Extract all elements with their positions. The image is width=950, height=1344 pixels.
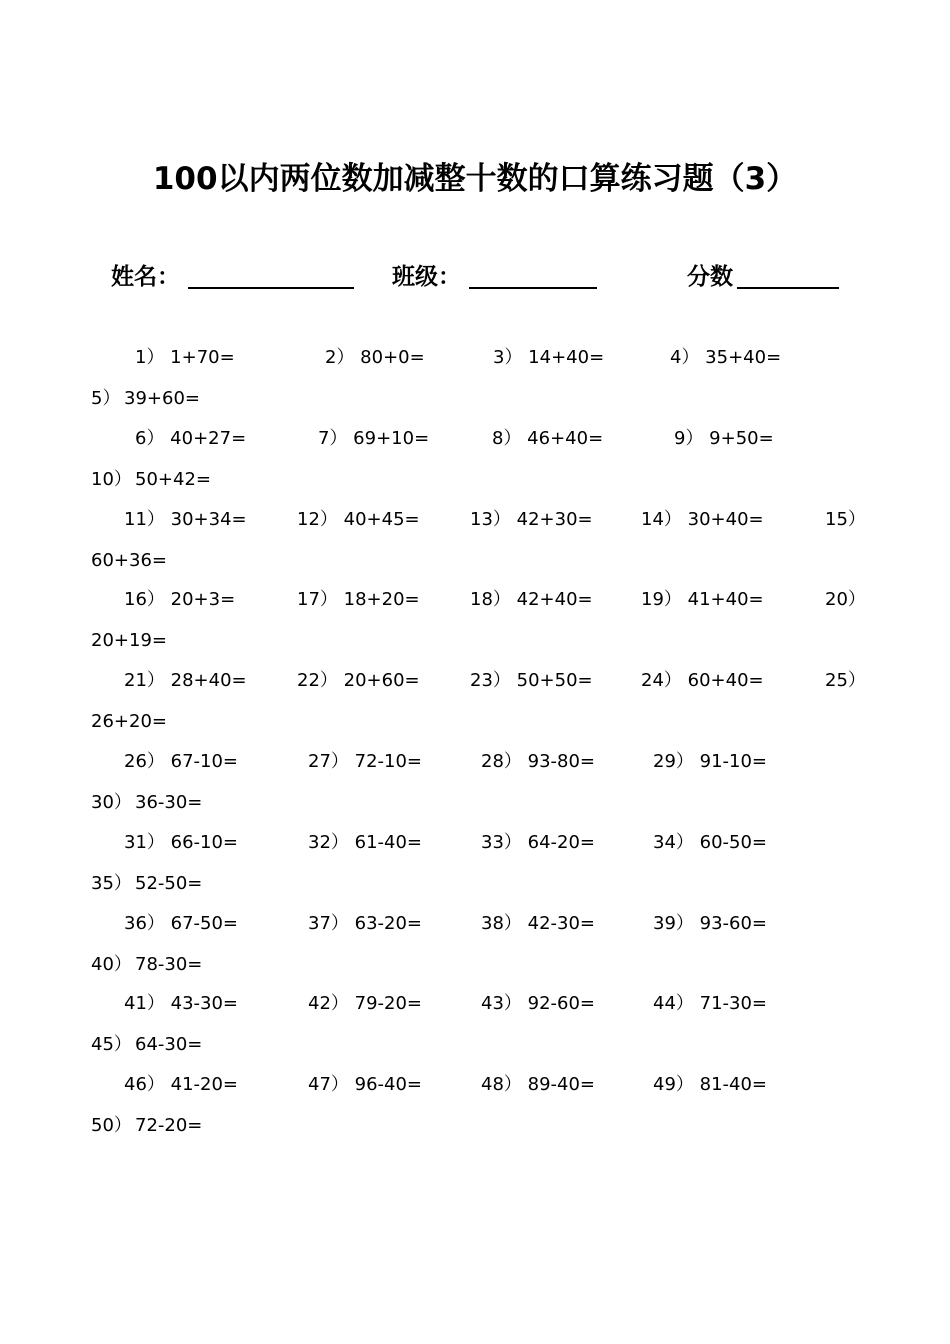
problem-number: 19） xyxy=(641,589,682,611)
problem-number: 9） xyxy=(674,427,704,449)
problem-expression: 50+42= xyxy=(135,468,211,490)
problem-item xyxy=(481,831,595,855)
problem-number: 15） xyxy=(825,508,866,530)
problem-number: 47） xyxy=(308,1074,349,1096)
problem-expression: 42+40= xyxy=(510,589,593,611)
name-label: 姓名： xyxy=(111,264,180,290)
problem-number: 17） xyxy=(297,589,338,611)
problem-expression: 61-40= xyxy=(348,831,423,853)
problem-number: 30） xyxy=(91,792,132,813)
problem-expression: 78-30= xyxy=(135,953,203,975)
problem-number: 8） xyxy=(492,427,522,449)
problem-item xyxy=(481,1073,595,1097)
problem-expression: 35+40= xyxy=(699,347,782,368)
problem-number: 32） xyxy=(308,831,349,853)
problem-expression: 60-50= xyxy=(693,831,768,853)
problem-expression: 30+34= xyxy=(164,508,247,530)
problem-item xyxy=(481,992,595,1016)
problem-item xyxy=(653,992,767,1016)
problem-number: 35） xyxy=(91,872,132,894)
problem-number: 44） xyxy=(653,993,694,1015)
problem-item xyxy=(470,508,593,532)
name-blank[interactable] xyxy=(188,287,354,289)
problem-item xyxy=(135,346,235,370)
problem-expression: 71-30= xyxy=(693,993,768,1015)
problem-item xyxy=(308,831,422,855)
problem-number: 12） xyxy=(297,508,338,530)
problem-number: 20） xyxy=(825,589,866,611)
problem-number: 21） xyxy=(124,670,165,692)
problem-item xyxy=(297,669,420,693)
problem-expression: 18+20= xyxy=(337,589,420,611)
problem-expression: 69+10= xyxy=(347,427,430,449)
problem-number: 34） xyxy=(653,831,694,853)
problem-item xyxy=(470,669,593,693)
problem-expression: 92-60= xyxy=(521,993,596,1015)
problem-expression: 89-40= xyxy=(521,1074,596,1096)
problem-item xyxy=(674,427,774,451)
problem-number: 39） xyxy=(653,912,694,934)
problem-expression: 93-60= xyxy=(693,912,768,934)
problem-number: 38） xyxy=(481,912,522,934)
problem-expression: 72-10= xyxy=(348,751,423,772)
problem-number: 41） xyxy=(124,993,165,1015)
problem-number: 29） xyxy=(653,751,694,772)
problem-item xyxy=(325,346,425,370)
problem-number: 33） xyxy=(481,831,522,853)
problem-expression: 30+40= xyxy=(681,508,764,530)
problem-item xyxy=(308,912,422,936)
problem-expression: 91-10= xyxy=(693,751,768,772)
problem-number: 28） xyxy=(481,751,522,772)
problem-expression: 39+60= xyxy=(124,388,200,409)
problem-expression: 60+40= xyxy=(681,670,764,692)
problem-item xyxy=(124,831,238,855)
problem-expression: 67-10= xyxy=(164,751,239,772)
problem-expression: 41+40= xyxy=(681,589,764,611)
class-blank[interactable] xyxy=(469,287,597,289)
problem-item xyxy=(297,508,420,532)
page-title: 100以内两位数加减整十数的口算练习题（3） xyxy=(152,161,798,197)
problem-expression: 67-50= xyxy=(164,912,239,934)
problem-expression: 50+50= xyxy=(510,670,593,692)
problem-expression: 1+70= xyxy=(164,347,235,368)
problem-expression: 20+60= xyxy=(337,670,420,692)
problem-expression: 36-30= xyxy=(135,792,203,813)
problem-item xyxy=(493,346,604,370)
problem-item xyxy=(653,1073,767,1097)
problem-number: 49） xyxy=(653,1074,694,1096)
problem-expression: 9+50= xyxy=(703,427,774,449)
problem-number: 22） xyxy=(297,670,338,692)
problem-number: 7） xyxy=(318,427,348,449)
problem-number: 43） xyxy=(481,993,522,1015)
problem-expression: 14+40= xyxy=(522,347,605,368)
problem-number: 1） xyxy=(135,347,165,368)
problem-expression: 52-50= xyxy=(135,872,203,894)
problem-expression: 46+40= xyxy=(521,427,604,449)
problem-item xyxy=(124,992,238,1016)
problem-expression: 72-20= xyxy=(135,1115,203,1137)
problem-expression: 20+3= xyxy=(164,589,236,611)
problem-number: 48） xyxy=(481,1074,522,1096)
problem-number: 36） xyxy=(124,912,165,934)
problem-expression: 42-30= xyxy=(521,912,596,934)
problem-number: 25） xyxy=(825,670,866,692)
problem-expression: 81-40= xyxy=(693,1074,768,1096)
problem-item xyxy=(124,508,247,532)
problem-item xyxy=(308,1073,422,1097)
problem-item xyxy=(653,912,767,936)
problem-number: 24） xyxy=(641,670,682,692)
problem-item xyxy=(124,588,235,612)
problem-number: 42） xyxy=(308,993,349,1015)
problem-expression: 93-80= xyxy=(521,751,596,772)
problem-item xyxy=(641,588,764,612)
problem-item xyxy=(297,588,420,612)
problem-number: 6） xyxy=(135,427,165,449)
problem-expression: 64-20= xyxy=(521,831,596,853)
problem-expression: 96-40= xyxy=(348,1074,423,1096)
problem-expression: 20+19= xyxy=(91,630,167,652)
problem-number: 10） xyxy=(91,468,132,490)
score-label: 分数 xyxy=(687,264,733,290)
problem-number: 27） xyxy=(308,751,349,772)
problem-number: 18） xyxy=(470,589,511,611)
problem-item xyxy=(470,588,593,612)
problem-expression: 28+40= xyxy=(164,670,247,692)
problem-expression: 43-30= xyxy=(164,993,239,1015)
problem-item xyxy=(308,750,422,774)
problem-number: 13） xyxy=(470,508,511,530)
problem-number: 11） xyxy=(124,508,165,530)
problem-item xyxy=(670,346,781,370)
problem-item xyxy=(318,427,429,451)
problem-number: 31） xyxy=(124,831,165,853)
problem-expression: 40+27= xyxy=(164,427,247,449)
problem-number: 50） xyxy=(91,1115,132,1137)
problem-expression: 63-20= xyxy=(348,912,423,934)
problem-number: 46） xyxy=(124,1074,165,1096)
problem-item xyxy=(124,912,238,936)
problem-item xyxy=(135,427,246,451)
problem-number: 4） xyxy=(670,347,700,368)
problem-item xyxy=(653,831,767,855)
problem-expression: 80+0= xyxy=(354,347,425,368)
problem-expression: 40+45= xyxy=(337,508,420,530)
problem-item xyxy=(492,427,603,451)
problem-expression: 79-20= xyxy=(348,993,423,1015)
problem-number: 14） xyxy=(641,508,682,530)
problem-item xyxy=(641,508,764,532)
problem-number: 16） xyxy=(124,589,165,611)
class-label: 班级： xyxy=(392,264,461,290)
problem-number: 2） xyxy=(325,347,355,368)
problem-item xyxy=(308,992,422,1016)
problem-number: 37） xyxy=(308,912,349,934)
problem-item xyxy=(124,1073,238,1097)
problem-number: 23） xyxy=(470,670,511,692)
problem-item xyxy=(124,669,247,693)
problem-expression: 41-20= xyxy=(164,1074,239,1096)
problem-item xyxy=(481,750,595,774)
problem-expression: 64-30= xyxy=(135,1034,203,1056)
problem-number: 45） xyxy=(91,1034,132,1056)
problem-item xyxy=(641,669,764,693)
problem-item xyxy=(481,912,595,936)
score-blank[interactable] xyxy=(737,287,839,289)
problem-expression: 26+20= xyxy=(91,711,167,733)
problem-expression: 42+30= xyxy=(510,508,593,530)
problem-expression: 66-10= xyxy=(164,831,239,853)
problem-number: 3） xyxy=(493,347,523,368)
problem-number: 26） xyxy=(124,751,165,772)
problem-number: 5） xyxy=(91,388,121,409)
problem-number: 40） xyxy=(91,953,132,975)
problem-expression: 60+36= xyxy=(91,549,167,571)
problem-item xyxy=(653,750,767,774)
problem-item xyxy=(124,750,238,774)
